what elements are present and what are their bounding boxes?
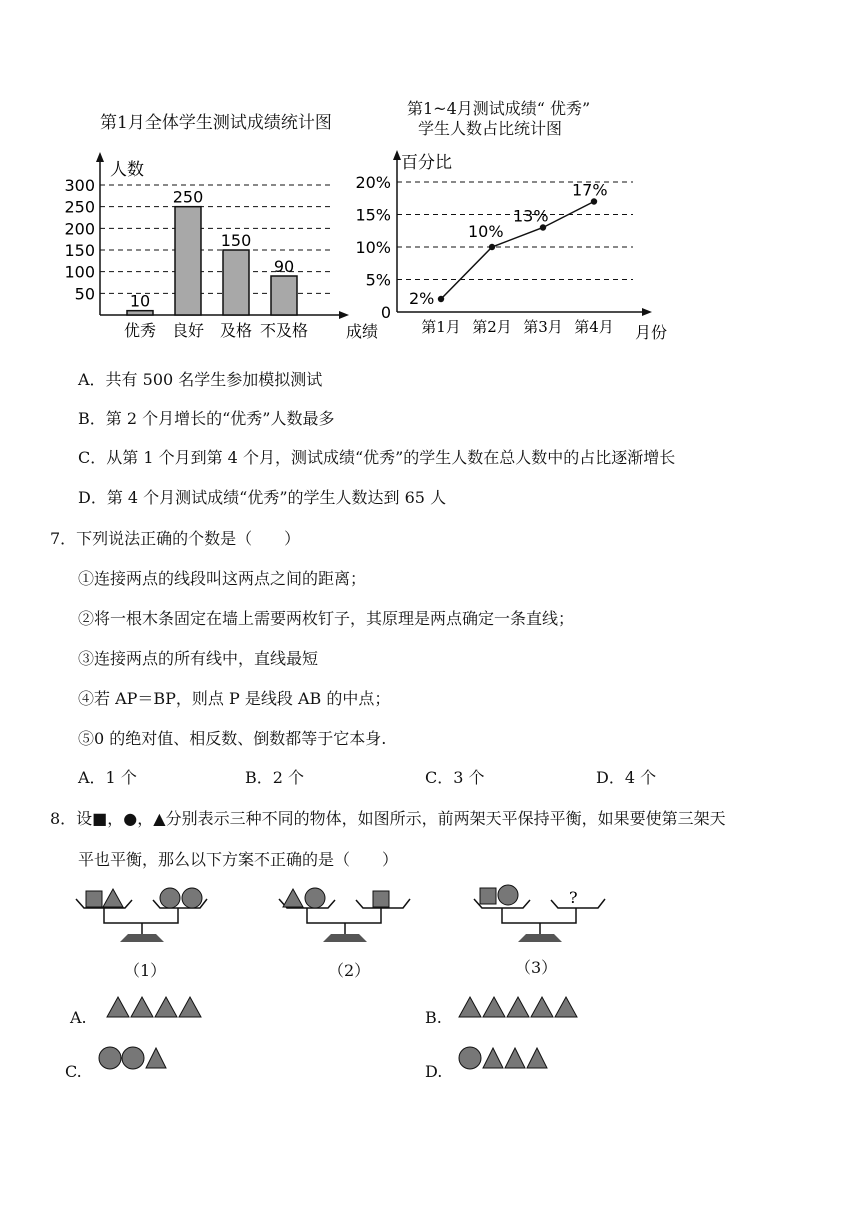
triangle-icon xyxy=(507,997,529,1017)
bar-y-arrow-icon xyxy=(96,152,104,162)
line-value-label: 13% xyxy=(513,206,549,226)
bar-y-tick-label: 300 xyxy=(64,176,95,195)
balance-scale-2 xyxy=(279,888,410,942)
bar-优秀 xyxy=(127,311,153,315)
triangle-icon xyxy=(103,889,123,907)
q7-stem: 7．下列说法正确的个数是（ ） xyxy=(50,529,301,548)
q7-option-a: A．1 个 xyxy=(78,768,137,787)
line-value-label: 2% xyxy=(409,289,435,308)
bar-chart xyxy=(60,150,390,345)
square-icon xyxy=(480,888,496,904)
bar-category-label: 不及格 xyxy=(259,321,309,340)
bar-value-label: 250 xyxy=(172,187,204,207)
line-value-label: 10% xyxy=(468,222,504,241)
triangle-icon xyxy=(555,997,577,1017)
q6-option-a: A．共有 500 名学生参加模拟测试 xyxy=(78,370,323,389)
triangle-icon xyxy=(483,1048,503,1068)
q7-item-2: ②将一根木条固定在墙上需要两枚钉子，其原理是两点确定一条直线； xyxy=(78,609,575,628)
circle-icon xyxy=(305,888,325,908)
line-category-label: 第4月 xyxy=(574,318,614,336)
scale-label-2: （2） xyxy=(328,961,371,980)
bar-y-tick-label: 100 xyxy=(64,262,95,282)
line-y-tick-label: 5% xyxy=(365,270,391,290)
q6-option-d: D．第 4 个月测试成绩“优秀”的学生人数达到 65 人 xyxy=(78,488,447,507)
triangle-icon xyxy=(483,997,505,1017)
q8-option-d-shapes xyxy=(458,1043,558,1073)
q7-item-3: ③连接两点的所有线中，直线最短 xyxy=(78,649,319,668)
line-point xyxy=(438,296,444,302)
q7-option-b: B．2 个 xyxy=(245,768,305,787)
circle-icon xyxy=(160,888,180,908)
q6-option-b: B．第 2 个月增长的“优秀”人数最多 xyxy=(78,409,335,428)
line-category-label: 第1月 xyxy=(421,318,461,336)
q7-item-4: ④若 AP＝BP，则点 P 是线段 AB 的中点； xyxy=(78,689,391,708)
q8-option-a-letter: A. xyxy=(70,1008,87,1027)
scale-label-1: （1） xyxy=(124,961,167,980)
triangle-icon xyxy=(531,997,553,1017)
question-mark: ? xyxy=(569,888,578,907)
triangle-icon xyxy=(179,997,201,1017)
q7-option-d: D．4 个 xyxy=(596,768,657,787)
q7-option-c: C．3 个 xyxy=(425,768,485,787)
bar-y-label: 人数 xyxy=(110,160,144,180)
bar-value-label: 150 xyxy=(220,231,252,250)
balance-scale-1 xyxy=(76,888,207,942)
line-x-label: 月份 xyxy=(635,323,668,342)
line-point xyxy=(489,244,495,250)
bar-category-label: 及格 xyxy=(219,321,253,340)
q7-item-5: ⑤0 的绝对值、相反数、倒数都等于它本身. xyxy=(78,729,387,748)
bar-y-tick-label: 250 xyxy=(64,197,95,217)
triangle-icon xyxy=(283,889,303,907)
q6-option-c: C．从第 1 个月到第 4 个月，测试成绩“优秀”的学生人数在总人数中的占比逐渐增长 xyxy=(78,448,676,467)
bar-category-label: 优秀 xyxy=(123,321,157,340)
triangle-icon xyxy=(155,997,177,1017)
line-y-arrow-icon xyxy=(393,150,401,160)
bar-value-label: 10 xyxy=(129,291,151,311)
line-y-tick-label: 0 xyxy=(380,303,391,322)
line-y-tick-label: 10% xyxy=(355,238,391,257)
triangle-icon xyxy=(505,1048,525,1068)
q8-option-a-shapes xyxy=(106,993,216,1021)
bar-x-label: 成绩 xyxy=(346,322,379,341)
q8-stem-line2: 平也平衡，那么以下方案不正确的是（ ） xyxy=(78,850,399,869)
circle-icon xyxy=(99,1047,121,1069)
bar-y-tick-label: 200 xyxy=(64,219,95,239)
line-category-label: 第3月 xyxy=(523,318,563,336)
q8-option-b-shapes xyxy=(458,993,588,1021)
circle-icon xyxy=(459,1047,481,1069)
bar-及格 xyxy=(223,250,249,315)
circle-icon xyxy=(498,885,518,905)
line-y-tick-label: 20% xyxy=(355,173,391,192)
q8-option-d-letter: D. xyxy=(425,1062,443,1081)
bar-y-tick-label: 150 xyxy=(64,241,95,260)
balance-scales-figure xyxy=(70,878,830,978)
line-chart-title-line1: 第1~4月测试成绩“ 优秀” xyxy=(407,99,591,118)
q8-stem-line1: 8．设■，●，▲分别表示三种不同的物体，如图所示，前两架天平保持平衡，如果要使第三架天 xyxy=(50,809,726,828)
line-value-label: 17% xyxy=(572,180,608,200)
triangle-icon xyxy=(459,997,481,1017)
triangle-icon xyxy=(131,997,153,1017)
q7-item-1: ①连接两点的线段叫这两点之间的距离； xyxy=(78,569,367,588)
line-y-label: 百分比 xyxy=(401,153,452,173)
bar-良好 xyxy=(175,207,201,315)
triangle-icon xyxy=(107,997,129,1017)
triangle-icon xyxy=(146,1048,166,1068)
bar-category-label: 良好 xyxy=(171,321,205,340)
q8-option-b-letter: B. xyxy=(425,1008,442,1027)
scale-label-3: （3） xyxy=(515,958,558,977)
triangle-icon xyxy=(527,1048,547,1068)
bar-y-tick-label: 50 xyxy=(74,284,95,304)
square-icon xyxy=(373,891,389,907)
line-chart-title-line2: 学生人数占比统计图 xyxy=(418,119,563,138)
circle-icon xyxy=(122,1047,144,1069)
line-chart xyxy=(345,148,685,348)
bar-chart-title: 第1月全体学生测试成绩统计图 xyxy=(100,113,332,133)
circle-icon xyxy=(182,888,202,908)
square-icon xyxy=(86,891,102,907)
bar-value-label: 90 xyxy=(273,257,295,276)
line-category-label: 第2月 xyxy=(472,318,512,336)
line-x-arrow-icon xyxy=(642,308,652,316)
line-y-tick-label: 15% xyxy=(355,205,391,225)
bar-不及格 xyxy=(271,276,297,315)
q8-option-c-shapes xyxy=(98,1043,178,1073)
balance-scale-3 xyxy=(474,885,605,942)
q8-option-c-letter: C. xyxy=(65,1062,82,1081)
